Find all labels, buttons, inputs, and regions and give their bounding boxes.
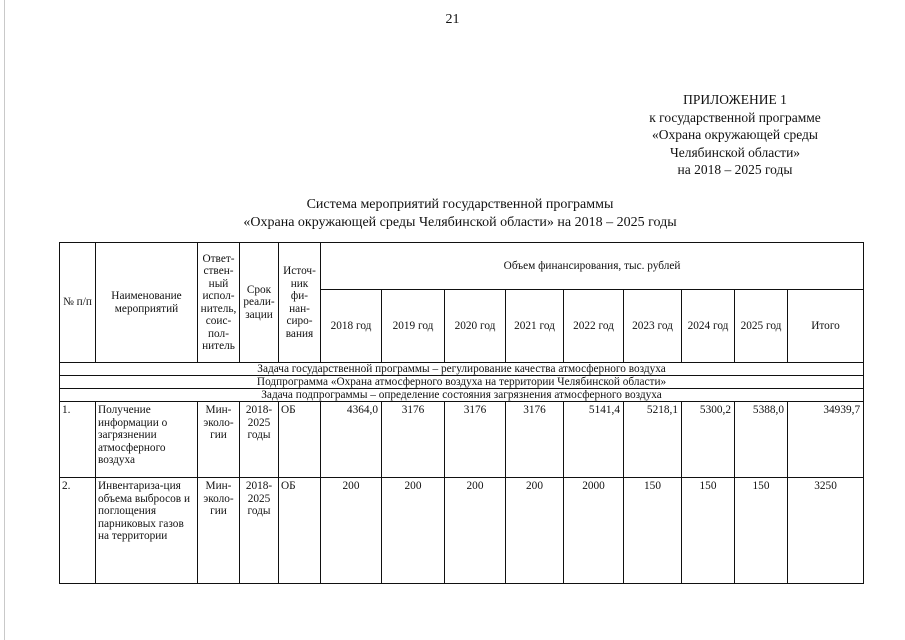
cell-value: 200 <box>506 478 564 584</box>
cell-value: 5300,2 <box>682 402 735 478</box>
section-row <box>60 389 864 402</box>
appendix-line-2: к государственной программе <box>649 109 821 125</box>
header-term: Срок реали-зации <box>240 243 279 363</box>
table-row <box>60 478 864 584</box>
header-name: Наименование мероприятий <box>96 243 198 363</box>
appendix-line-5: на 2018 – 2025 годы <box>677 162 793 177</box>
cell-executor: Мин-эколо-гии <box>198 478 240 584</box>
section-subprogram-task: Задача подпрограммы – определение состояния загрязнения атмосферного воздуха <box>60 389 864 402</box>
header-year: 2019 год <box>382 290 445 363</box>
cell-total: 3250 <box>788 478 864 584</box>
section-row <box>60 376 864 389</box>
header-year: 2024 год <box>682 290 735 363</box>
header-year: 2025 год <box>735 290 788 363</box>
title-line-2: «Охрана окружающей среды Челябинской области» на 2018 – 2025 годы <box>243 215 677 230</box>
header-year: 2020 год <box>445 290 506 363</box>
cell-value: 200 <box>445 478 506 584</box>
header-source: Источ-ник фи-нан-сиро-вания <box>279 243 321 363</box>
cell-value: 200 <box>382 478 445 584</box>
cell-value: 4364,0 <box>321 402 382 478</box>
section-program-task: Задача государственной программы – регулирование качества атмосферного воздуха <box>60 363 864 376</box>
cell-term: 2018-2025 годы <box>240 478 279 584</box>
header-funding: Объем финансирования, тыс. рублей <box>321 243 864 290</box>
appendix-header <box>620 91 850 179</box>
cell-term: 2018-2025 годы <box>240 402 279 478</box>
appendix-line-1: ПРИЛОЖЕНИЕ 1 <box>683 92 787 107</box>
cell-total: 34939,7 <box>788 402 864 478</box>
cell-value: 3176 <box>382 402 445 478</box>
cell-name: Инвентариза-ция объема выбросов и поглощения парниковых газов на территории <box>96 478 198 584</box>
appendix-line-3: «Охрана окружающей среды <box>652 127 818 142</box>
header-year: 2021 год <box>506 290 564 363</box>
header-total: Итого <box>788 290 864 363</box>
cell-value: 3176 <box>445 402 506 478</box>
cell-value: 200 <box>321 478 382 584</box>
cell-value: 150 <box>735 478 788 584</box>
title-line-1: Система мероприятий государственной программы <box>306 197 614 212</box>
header-executor: Ответ-ствен-ный испол-нитель, соис-пол-нитель <box>198 243 240 363</box>
cell-name: Получение информации о загрязнении атмосферного воздуха <box>96 402 198 478</box>
cell-value: 150 <box>624 478 682 584</box>
header-year: 2022 год <box>564 290 624 363</box>
cell-source: ОБ <box>279 478 321 584</box>
document-title <box>150 196 770 232</box>
cell-num: 1. <box>60 402 96 478</box>
measures-table <box>59 242 864 584</box>
cell-num: 2. <box>60 478 96 584</box>
header-year: 2023 год <box>624 290 682 363</box>
cell-source: ОБ <box>279 402 321 478</box>
cell-value: 2000 <box>564 478 624 584</box>
cell-executor: Мин-эколо-гии <box>198 402 240 478</box>
page-number: 21 <box>445 12 460 27</box>
cell-value: 5388,0 <box>735 402 788 478</box>
section-row <box>60 363 864 376</box>
table-row <box>60 402 864 478</box>
header-row-1 <box>60 243 864 290</box>
cell-value: 3176 <box>506 402 564 478</box>
scan-edge-line <box>4 0 5 640</box>
appendix-line-4: Челябинской области» <box>669 144 801 160</box>
cell-value: 5218,1 <box>624 402 682 478</box>
header-year: 2018 год <box>321 290 382 363</box>
cell-value: 150 <box>682 478 735 584</box>
section-subprogram: Подпрограмма «Охрана атмосферного воздуха на территории Челябинской области» <box>60 376 864 389</box>
cell-value: 5141,4 <box>564 402 624 478</box>
header-num: № п/п <box>60 243 96 363</box>
